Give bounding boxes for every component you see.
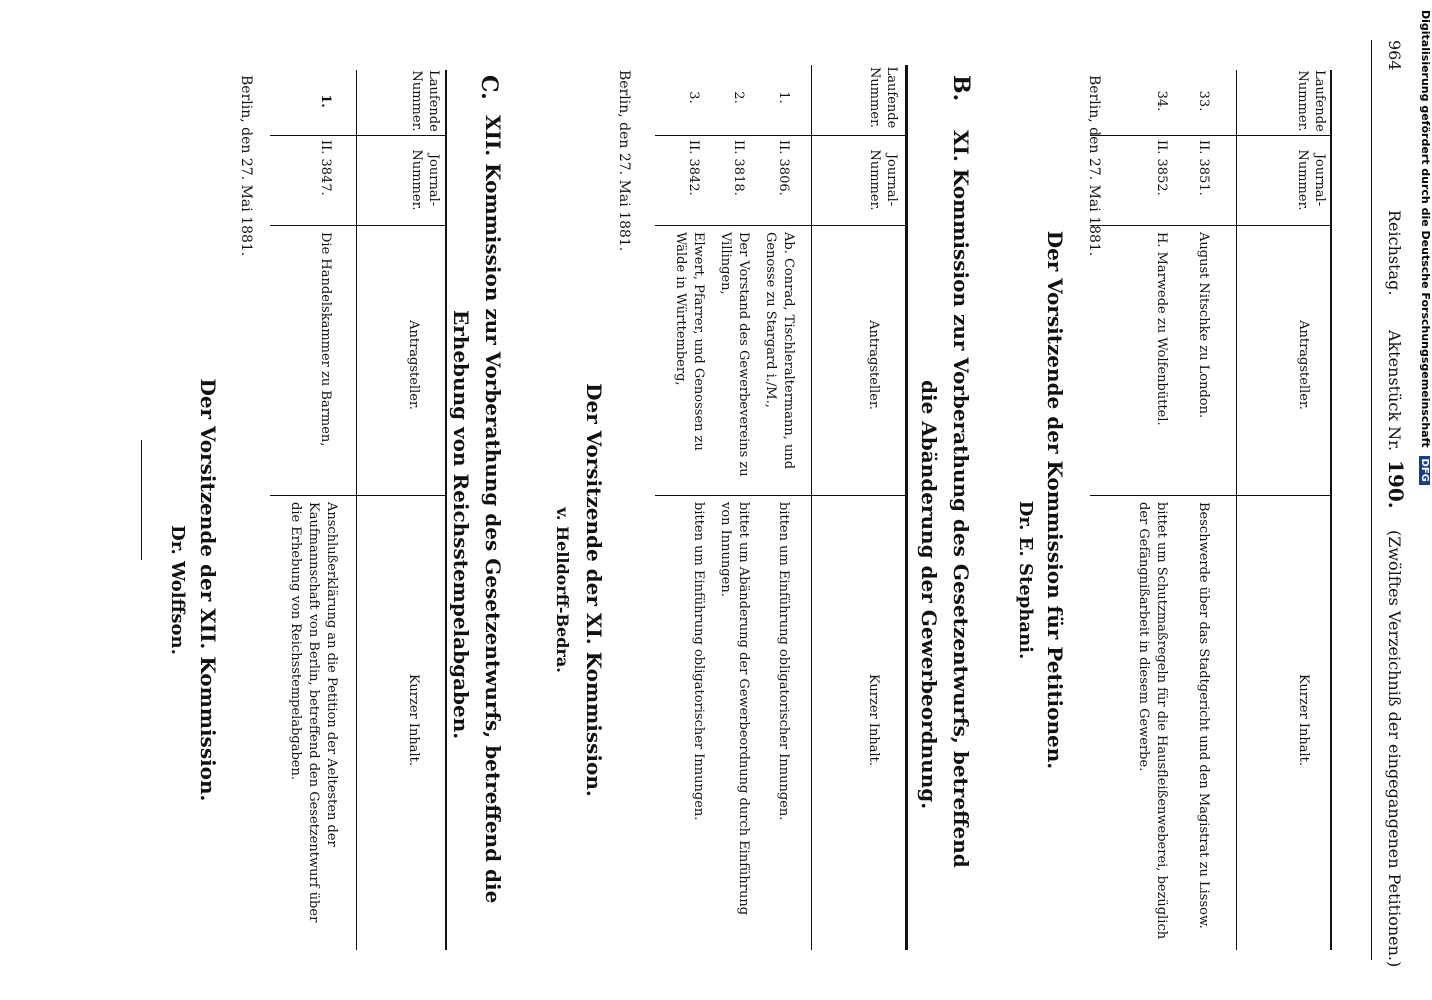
section-b-letter: B. <box>948 75 974 102</box>
col-laufende: Laufende Nummer. <box>1295 70 1327 132</box>
section-c-signatory: Dr. Wolffson. <box>167 525 188 655</box>
reichstag-label: Reichstag. <box>1385 210 1404 296</box>
page-number: 964 <box>1385 40 1404 71</box>
section-b-signatory: v. Helldorff-Bedra. <box>553 507 572 673</box>
section-a-date: Berlin, den 27. Mai 1881. <box>1086 75 1102 257</box>
col-journal: Journal- Nummer. <box>1295 149 1327 211</box>
section-c-date: Berlin, den 27. Mai 1881. <box>238 75 254 257</box>
table-top-rule <box>1330 70 1332 950</box>
section-b-title-2: die Abänderung der Gewerbeordnung. <box>917 380 941 810</box>
section-c-chair: Der Vorsitzende der XII. Kommission. <box>196 378 220 802</box>
section-b-chair: Der Vorsitzende der XI. Kommission. <box>582 383 606 797</box>
aktenstueck-label: Aktenstück Nr. <box>1385 330 1404 452</box>
section-c-title-2: Erhebung von Reichsstempelabgaben. <box>449 310 473 740</box>
closing-rule <box>141 440 142 560</box>
col-inhalt: Kurzer Inhalt. <box>1296 673 1311 767</box>
aktenstueck-number: 190. <box>1384 460 1408 509</box>
header-subtitle: (Zwölftes Verzeichniß der eingegangenen Petitionen.) <box>1385 530 1404 968</box>
section-a-chair: Der Vorsitzende der Kommission für Petitionen. <box>1043 230 1067 770</box>
rotated-page: 964 Reichstag. Aktenstück Nr. 190. (Zwölftes Verzeichniß der eingegangenen Petitionen.) Laufende Nummer. Journal- Nummer. Antragsteller. Kurzer Inhalt. 33. II. 3851. August Nitschke zu London. Beschwerde über das Stadtgericht und den Magistrat zu Lissow. 34. II. 3852. H. Marwede zu Wolfenbüttel. bittet um Schutzmaßregeln für die Hausfleißenweberei, bezüglich der Gefängnißarbeit in diesem Gewerbe. Berlin, den 27. Mai 1881. Der Vorsitzende der Kommission für Petitionen. Dr. E. Stephani. B. XI. Kommission zur Vorberathung des Gesetzentwurfs, betreffend die Abänderung der Gewerbeordnung. Laufende Nummer. Journal- Nummer. Antragsteller. Kurzer Inhalt. 1. II. 3806. Ab. Conrad, Tischleraltermann, und Genosse zu Stargard i./M., bitten um Einführung obligatorischer Innungen. 2. II. 3818. Der Vorstand des Gewerbevereins zu Villingen, bittet um Abänderung der Gewerbeordnung durch Einführung von Innungen. 3. II. 3842. Elwert, Pfarrer, und Genossen zu Wälde in Württemberg, bitten um Einführung obligatorischer Innungen. Berlin, den 27. Mai 1881. Der Vorsitzende der XI. Kommission. v. Helldorff-Bedra. C. XII. Kommission zur Vorberathung des Gesetzentwurfs, betreffend die Erhebung von Reichsstempelabgaben. Laufende Nummer. Journal- Nummer. Antragsteller. Kurzer Inhalt. 1. II. 3847. Die Handelskammer zu Barmen, Anschlußerklärung an die Petition der Aeltesten der Kaufmannschaft von Berlin, betreffend den Gesetzentwurf über die Erhebung von Reichsstempelabgaben. Berlin, den 27. Mai 1881. Der Vorsitzende der XII. Kommission. Dr. Wolffson. <box>0 0 1432 1000</box>
header-rule <box>1371 40 1372 960</box>
section-a-signatory: Dr. E. Stephani. <box>1015 500 1036 660</box>
dfg-credit-text: Digitalisierung gefördert durch die Deutsche Forschungsgemeinschaft <box>1419 10 1432 448</box>
section-c-letter: C. <box>476 75 502 100</box>
col-antragsteller: Antragsteller. <box>1296 320 1311 410</box>
table-head-rule <box>1236 70 1237 950</box>
dfg-logo: DFG <box>1419 456 1430 485</box>
section-c-title-1: XII. Kommission zur Vorberathung des Gesetzentwurfs, betreffend die <box>481 115 505 904</box>
section-b-title-1: XI. Kommission zur Vorberathung des Gesetzentwurfs, betreffend <box>949 130 973 868</box>
dfg-footer <box>1392 0 1432 1000</box>
section-b-date: Berlin, den 27. Mai 1881. <box>616 70 632 252</box>
